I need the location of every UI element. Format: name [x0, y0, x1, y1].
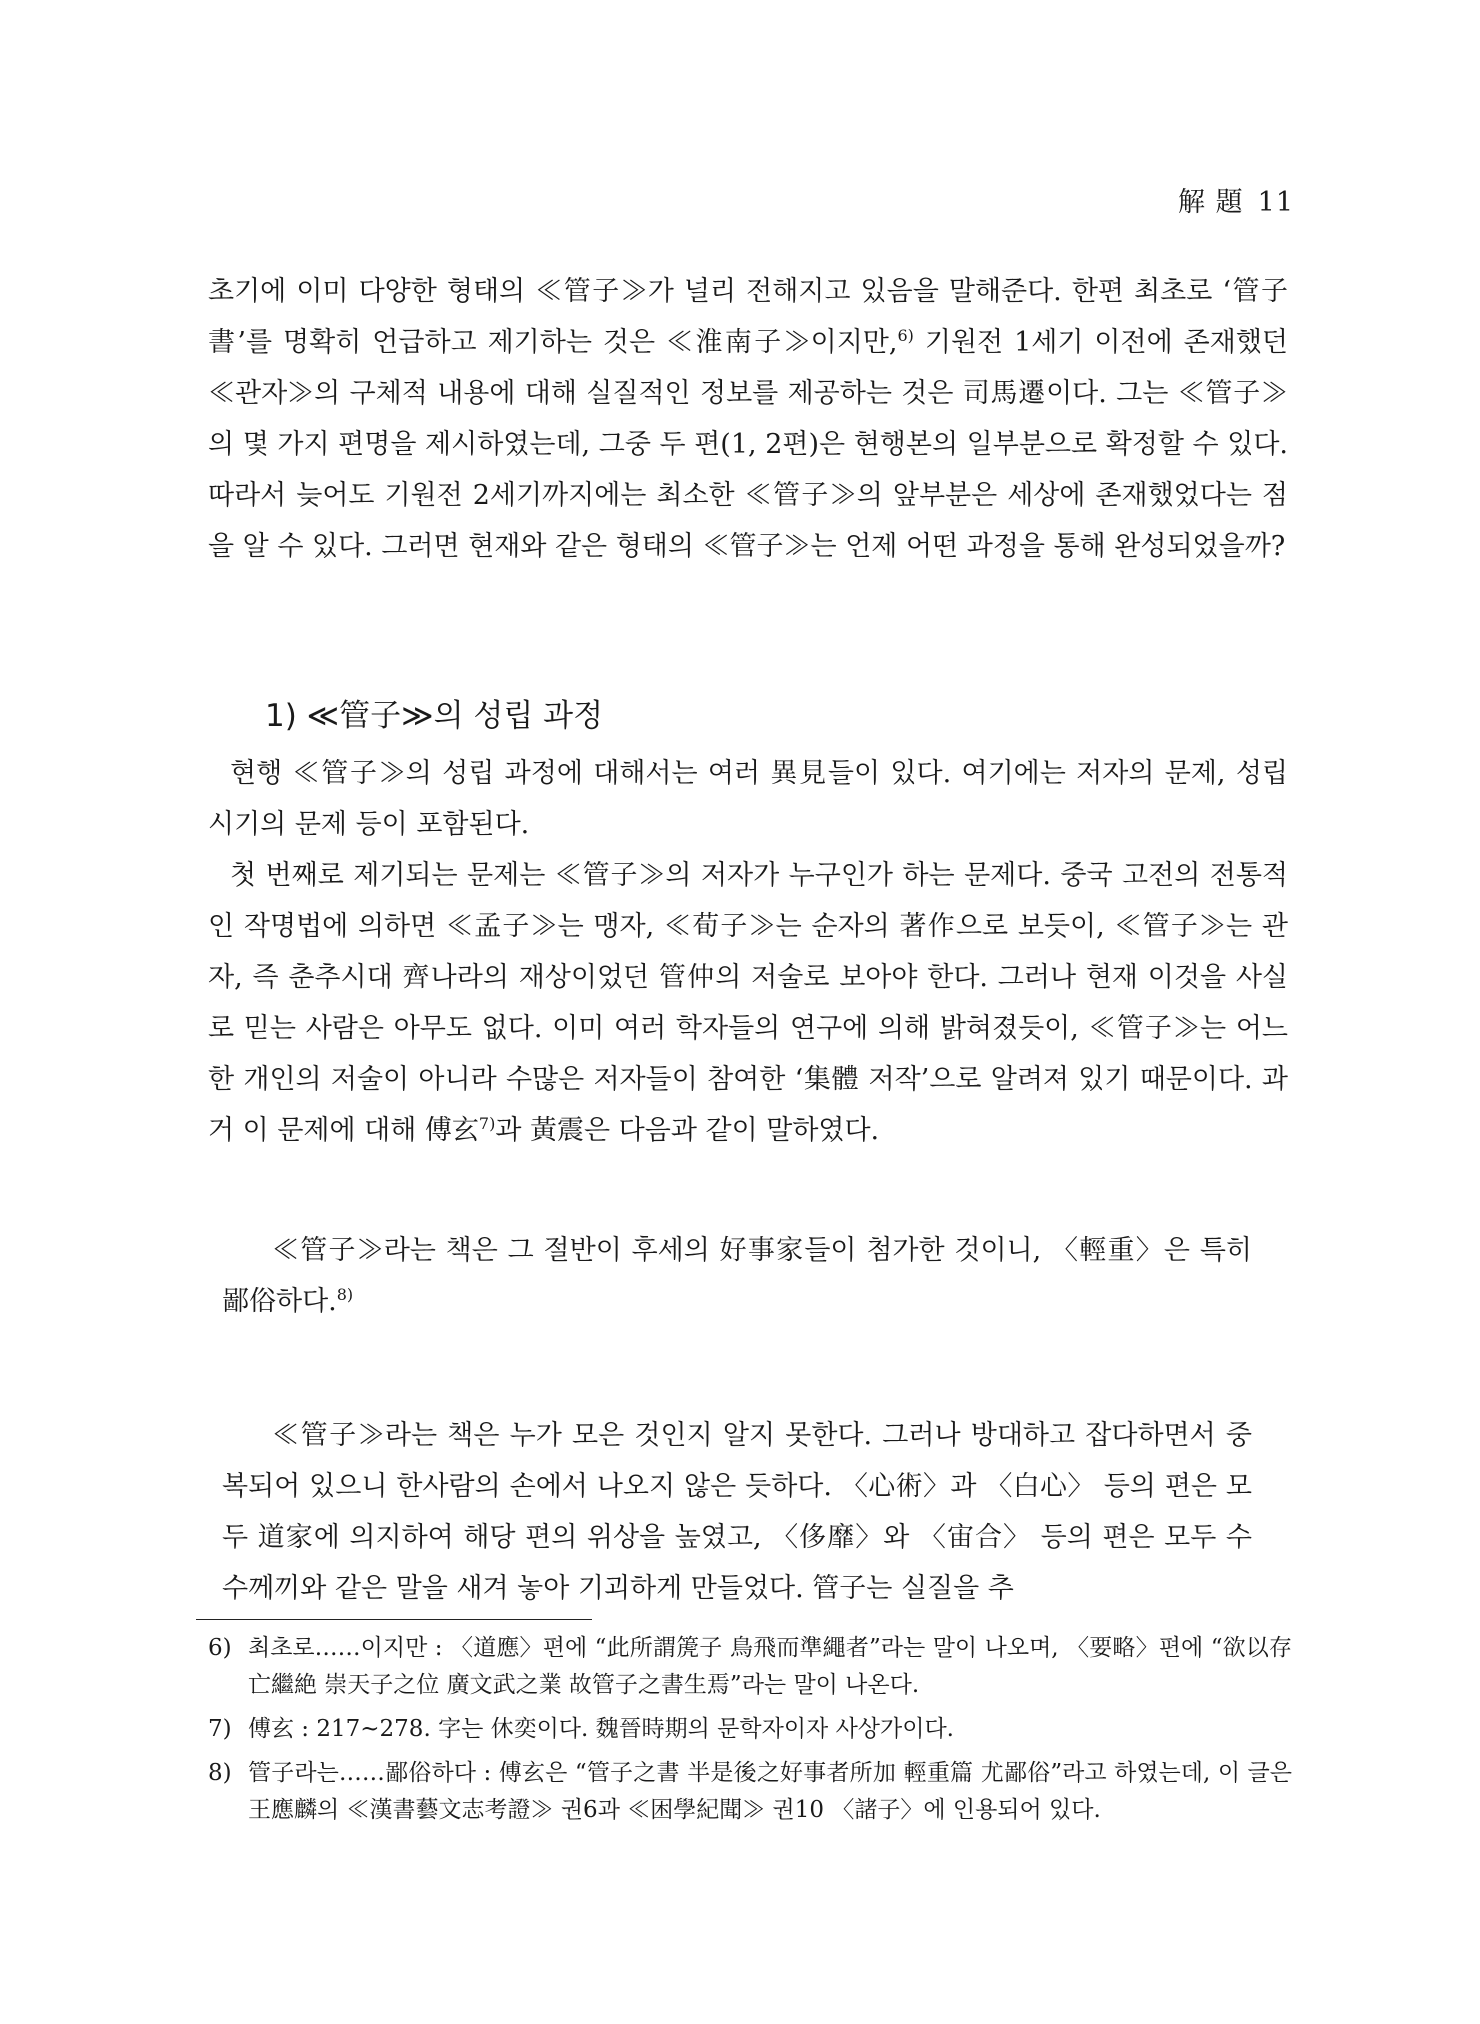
footnote-number: 7)	[208, 1716, 232, 1742]
footnote-ref-8: 8)	[336, 1285, 354, 1304]
section-paragraph-2-end: 과 黃震은 다음과 같이 말하였다.	[495, 1115, 880, 1146]
footnote-ref-7: 7)	[478, 1114, 496, 1133]
running-head	[1178, 180, 1294, 219]
running-head-title: 解 題	[1178, 187, 1244, 218]
footnote-7	[208, 1711, 1292, 1748]
footnotes	[208, 1630, 1292, 1836]
footnote-8	[208, 1755, 1292, 1829]
footnote-ref-6: 6)	[897, 326, 914, 345]
quote-1-body: ≪管子≫라는 책은 그 절반이 후세의 好事家들이 첨가한 것이니, 〈輕重〉은 특히 鄙俗하다.	[222, 1235, 1252, 1317]
footnote-text: 최초로……이지만 : 〈道應〉편에 “此所謂箎子 鳥飛而準繩者”라는 말이 나오며, 〈要略〉편에 “欲以存亡繼絶 崇天子之位 廣文武之業 故管子之書生焉”라는 말이 나온다.	[248, 1635, 1292, 1698]
block-quote-1	[222, 1225, 1252, 1327]
footnote-number: 8)	[208, 1760, 232, 1786]
intro-text-1: 초기에 이미 다양한 형태의 ≪管子≫가 널리 전해지고 있음을 말해준다. 한편 최초로 ‘管子書’를 명확히 언급하고 제기하는 것은 ≪淮南子≫이지만,	[208, 276, 1288, 358]
intro-paragraph	[208, 266, 1288, 572]
section-paragraph-2	[208, 850, 1288, 1156]
section-paragraph-1: 현행 ≪管子≫의 성립 과정에 대해서는 여러 異見들이 있다. 여기에는 저자의 문제, 성립 시기의 문제 등이 포함된다.	[208, 758, 1288, 840]
intro-text-2: 기원전 1세기 이전에 존재했던 ≪관자≫의 구체적 내용에 대해 실질적인 정보를 제공하는 것은 司馬遷이다. 그는 ≪管子≫의 몇 가지 편명을 제시하였는데, 그중 두 편(1, 2편)은 현행본의 일부분으로 확정할 수 있다. 따라서 늦어도 기원전 2세기까지에는 최소한 ≪管子≫의 앞부분은 세상에 존재했었다는 점을 알 수 있다. 그러면 현재와 같은 형태의 ≪管子≫는 언제 어떤 과정을 통해 완성되었을까?	[208, 327, 1288, 562]
footnote-text: 傅玄 : 217~278. 字는 休奕이다. 魏晉時期의 문학자이자 사상가이다.	[248, 1716, 954, 1742]
footnote-6	[208, 1630, 1292, 1704]
block-quote-1-text	[222, 1225, 1252, 1327]
section-paragraph-2-text: 첫 번째로 제기되는 문제는 ≪管子≫의 저자가 누구인가 하는 문제다. 중국 고전의 전통적인 작명법에 의하면 ≪孟子≫는 맹자, ≪荀子≫는 순자의 著作으로 보듯이, ≪管子≫는 관자, 즉 춘추시대 齊나라의 재상이었던 管仲의 저술로 보아야 한다. 그러나 현재 이것을 사실로 믿는 사람은 아무도 없다. 이미 여러 학자들의 연구에 의해 밝혀졌듯이, ≪管子≫는 어느 한 개인의 저술이 아니라 수많은 저자들이 참여한 ‘集體 저작’으로 알려져 있기 때문이다. 과거 이 문제에 대해 傅玄	[208, 860, 1288, 1146]
footnote-number: 6)	[208, 1635, 232, 1661]
footnote-text: 管子라는……鄙俗하다 : 傅玄은 “管子之書 半是後之好事者所加 輕重篇 尤鄙俗”라고 하였는데, 이 글은 王應麟의 ≪漢書藝文志考證≫ 권6과 ≪困學紀聞≫ 권10 〈諸子〉에 인용되어 있다.	[248, 1760, 1292, 1823]
page-number: 11	[1257, 187, 1294, 218]
section-heading: 1) ≪管子≫의 성립 과정	[265, 698, 604, 734]
section-body	[208, 748, 1288, 1156]
block-quote-2	[222, 1410, 1252, 1614]
block-quote-2-text: ≪管子≫라는 책은 누가 모은 것인지 알지 못한다. 그러나 방대하고 잡다하면서 중복되어 있으니 한사람의 손에서 나오지 않은 듯하다. 〈心術〉과 〈白心〉 등의 편은 모두 道家에 의지하여 해당 편의 위상을 높였고, 〈侈靡〉와 〈宙合〉 등의 편은 모두 수수께끼와 같은 말을 새겨 놓아 기괴하게 만들었다. 管子는 실질을 추	[222, 1420, 1252, 1604]
intro-block	[208, 266, 1288, 572]
footnote-divider	[196, 1619, 592, 1620]
